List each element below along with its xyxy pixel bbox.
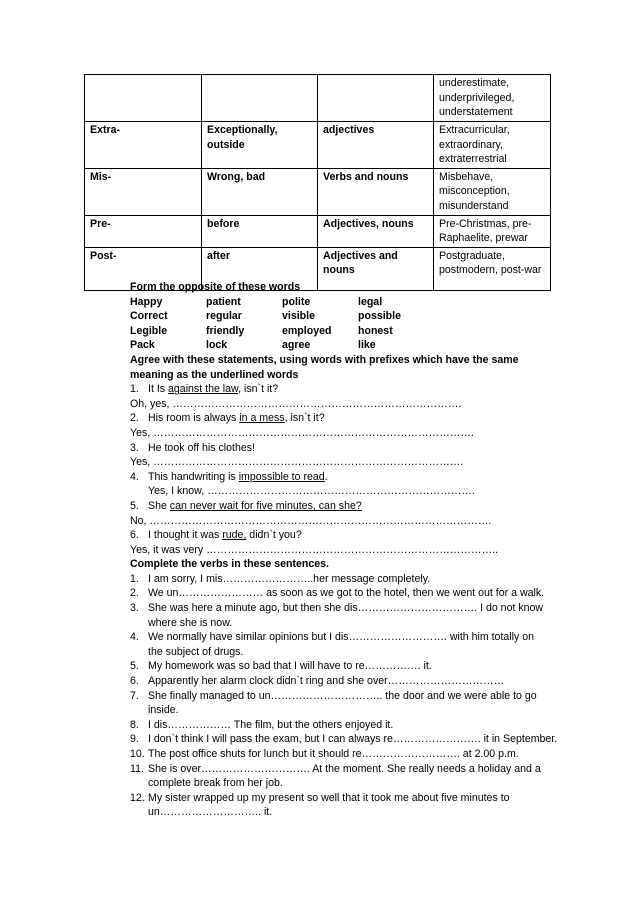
item-number: 10. (130, 748, 145, 760)
question-text: It Is (148, 383, 169, 396)
opposites-row (130, 309, 560, 324)
sentence-continuation (130, 645, 560, 660)
sentence-item (130, 630, 560, 645)
sentence-item (130, 689, 560, 704)
opposite-word: Happy (130, 295, 163, 308)
sentence-text: inside. (148, 704, 179, 717)
item-number: 4. (130, 470, 139, 483)
answer-line: Yes, it was very ……………………………………………………………………….. (130, 543, 499, 556)
sentence-item (130, 732, 560, 747)
agree-heading-line1: Agree with these statements, using words with prefixes which have the same (130, 353, 519, 366)
opposite-word: legal (358, 295, 383, 308)
item-number: 6. (130, 675, 139, 688)
item-number: 4. (130, 631, 139, 644)
item-number: 2. (130, 587, 139, 600)
sentence-item (130, 747, 560, 762)
sentence-text: The post office shuts for lunch but it should re………………………. at 2.00 p.m. (148, 748, 519, 760)
opposites-word-grid (130, 295, 560, 353)
opposite-word: patient (206, 295, 241, 308)
item-number: 6. (130, 529, 139, 542)
opposite-word: possible (358, 310, 401, 323)
agree-question (130, 470, 560, 485)
agree-exercise-list (130, 382, 560, 557)
table-cell: Adjectives and nouns (318, 247, 434, 290)
opposite-word: friendly (206, 324, 245, 337)
agree-question (130, 528, 560, 543)
opposite-word: honest (358, 324, 393, 337)
table-cell: Wrong, bad (202, 168, 318, 215)
question-text: This handwriting is (148, 470, 239, 483)
agree-question (130, 499, 560, 514)
complete-heading: Complete the verbs in these sentences. (130, 558, 329, 571)
opposite-word: Legible (130, 324, 168, 337)
complete-exercise-list (130, 572, 560, 820)
sentence-item (130, 572, 560, 587)
item-number: 7. (130, 689, 139, 702)
question-text: I thought it was (148, 529, 223, 542)
table-row (85, 215, 551, 247)
sentence-text: My homework was so bad that I will have to re……………. it. (148, 660, 432, 673)
answer-line: Yes, ……………………………………………………………………………. (130, 456, 464, 469)
agree-question (130, 382, 560, 397)
opposite-word: visible (282, 310, 315, 323)
table-cell (202, 75, 318, 122)
answer-line: Yes, I know, …………………………………………………………………. (148, 485, 475, 498)
answer-line: Oh, yes, ………………………………………………………………………. (130, 397, 462, 410)
item-number: 2. (130, 412, 139, 425)
question-tail: , isn`t it? (238, 383, 279, 396)
opposites-row (130, 338, 560, 353)
question-tail: . (324, 470, 328, 483)
sentence-continuation (130, 703, 560, 718)
agree-heading-line2: meaning as the underlined words (130, 368, 299, 381)
sentence-item (130, 762, 560, 777)
sentence-item (130, 601, 560, 616)
sentence-text: un……………………….. it. (148, 806, 273, 819)
opposite-word: like (358, 339, 376, 352)
sentence-item (130, 718, 560, 733)
sentence-text: We normally have similar opinions but I dis………………………. with him totally on (148, 631, 535, 644)
answer-line: Yes, ………………………………………………………………………………. (130, 426, 474, 439)
item-number: 8. (130, 718, 139, 731)
opposite-word: Correct (130, 310, 168, 323)
sentence-continuation (130, 805, 560, 820)
sentence-item (130, 674, 560, 689)
underlined-phrase: in a mess (239, 412, 285, 425)
underlined-phrase: impossible to read (238, 470, 325, 483)
table-row (85, 122, 551, 169)
question-text: His room is always (148, 412, 240, 425)
sentence-text: I am sorry, I mis……………………..her message completely. (148, 572, 431, 585)
sentence-text: the subject of drugs. (148, 645, 244, 658)
item-number: 3. (130, 441, 139, 454)
table-cell (85, 75, 202, 122)
question-text: She (148, 499, 170, 512)
sentence-text: I dis……………… The film, but the others enjoyed it. (148, 718, 394, 731)
opposite-word: regular (206, 310, 242, 323)
sentence-text: She was here a minute ago, but then she dis……………………………. I do not know (148, 602, 544, 615)
opposites-heading: Form the opposite of these words (130, 281, 301, 293)
sentence-text: complete break from her job. (148, 777, 283, 790)
table-cell (318, 75, 434, 122)
table-cell: underestimate, underprivileged, understatement (434, 75, 551, 122)
sentence-item (130, 791, 560, 806)
table-cell: Post- (85, 247, 202, 290)
opposite-word: Pack (130, 339, 155, 352)
item-number: 3. (130, 602, 139, 615)
sentence-continuation (130, 616, 560, 631)
underlined-phrase: can never wait for five minutes, can she? (169, 499, 362, 512)
question-tail: , isn`t it? (284, 412, 325, 425)
sentence-text: I don`t think I will pass the exam, but I can always re……………………. it in September. (148, 733, 558, 746)
sentence-text: Apparently her alarm clock didn`t ring and she over…………………………… (148, 675, 505, 688)
opposites-row (130, 324, 560, 339)
table-cell: adjectives (318, 122, 434, 169)
opposite-word: agree (282, 339, 311, 352)
table-cell: Pre- (85, 215, 202, 247)
agree-question (130, 441, 560, 456)
table-cell: after (202, 247, 318, 290)
table-row (85, 168, 551, 215)
table-cell: Adjectives, nouns (318, 215, 434, 247)
table-cell: Verbs and nouns (318, 168, 434, 215)
underlined-phrase: rude, (222, 529, 247, 542)
sentence-item (130, 659, 560, 674)
sentence-text: We un…………………… as soon as we got to the hotel, then we went out for a walk. (148, 587, 545, 600)
table-cell: Misbehave, misconception, misunderstand (434, 168, 551, 215)
item-number: 12. (130, 791, 145, 804)
sentence-text: My sister wrapped up my present so well that it took me about five minutes to (148, 791, 510, 804)
sentence-text: where she is now. (148, 616, 233, 629)
table-cell: Exceptionally, outside (202, 122, 318, 169)
sentence-continuation (130, 776, 560, 791)
item-number: 9. (130, 733, 139, 746)
sentence-item (130, 586, 560, 601)
opposites-row (130, 295, 560, 310)
table-cell: before (202, 215, 318, 247)
table-cell: Postgraduate, postmodern, post-war (434, 247, 551, 290)
item-number: 5. (130, 499, 139, 512)
underlined-phrase: against the law (168, 383, 239, 396)
item-number: 1. (130, 383, 139, 396)
opposite-word: employed (282, 324, 332, 337)
agree-question (130, 411, 560, 426)
table-cell: Extra- (85, 122, 202, 169)
sentence-text: She finally managed to un………………………….. the door and we were able to go (148, 689, 537, 702)
item-number: 5. (130, 660, 139, 673)
opposite-word: lock (206, 339, 228, 352)
table-cell: Pre-Christmas, pre-Raphaelite, prewar (434, 215, 551, 247)
exercise-content (130, 280, 560, 820)
table-cell: Extracurricular, extraordinary, extraterrestrial (434, 122, 551, 169)
prefix-table (84, 74, 551, 291)
question-text: He took off his clothes! (148, 441, 255, 454)
answer-line: No, ……………………………………………………………………………………. (130, 514, 492, 527)
opposite-word: polite (282, 295, 311, 308)
item-number: 11. (130, 762, 144, 775)
sentence-text: She is over…………………………. At the moment. She really needs a holiday and a (148, 762, 541, 775)
item-number: 1. (130, 572, 139, 585)
question-tail: didn`t you? (246, 529, 302, 542)
table-row (85, 75, 551, 122)
table-cell: Mis- (85, 168, 202, 215)
